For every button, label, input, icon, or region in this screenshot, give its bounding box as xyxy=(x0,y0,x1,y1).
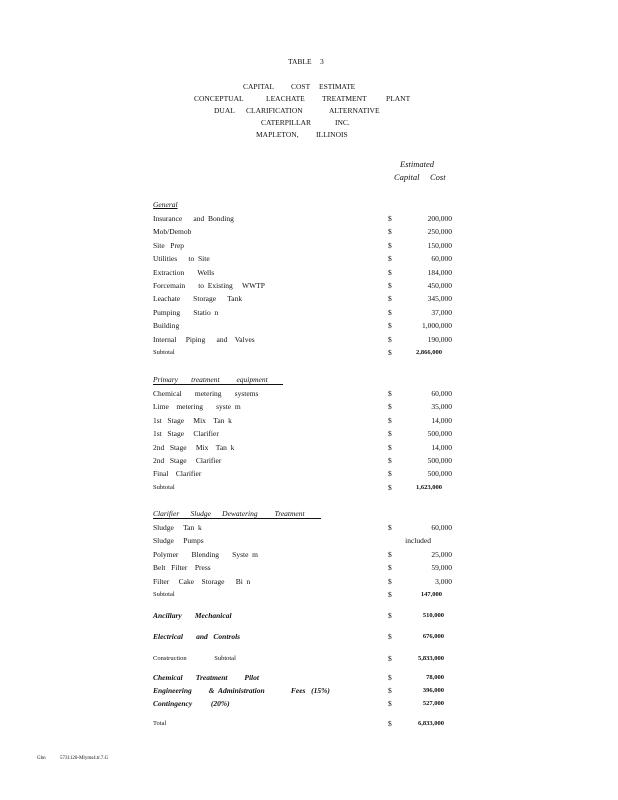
currency-symbol: $ xyxy=(388,348,392,357)
currency-symbol: $ xyxy=(388,686,392,695)
line-item-label: Belt Filter Press xyxy=(153,563,211,573)
line-item-amount: 60,000 xyxy=(431,389,452,398)
currency-symbol: $ xyxy=(388,254,392,264)
title-table-number: 3 xyxy=(320,57,324,66)
line-item-label: Filter Cake Storage Bi n xyxy=(153,576,251,586)
line-item-label: 2nd Stage Mix Tan k xyxy=(153,442,235,452)
title-word: CAPITAL xyxy=(243,82,275,91)
currency-symbol: $ xyxy=(388,442,392,452)
ancillary-label: Ancillary Mechanical xyxy=(153,611,232,620)
currency-symbol: $ xyxy=(388,214,392,223)
construction-subtotal-amount: 5,833,000 xyxy=(418,655,444,662)
title-word: ILLINOIS xyxy=(316,130,348,139)
electrical-label: Electrical and Controls xyxy=(153,632,241,641)
title-word: INC. xyxy=(335,118,350,127)
currency-symbol: $ xyxy=(388,334,392,344)
title-word: DUAL xyxy=(214,106,235,115)
line-item-label: Forcemain to Existing WWTP xyxy=(153,281,265,290)
title-word: MAPLETON, xyxy=(256,130,299,139)
line-item-label: Utilities to Site xyxy=(153,254,210,264)
title-word: ESTIMATE xyxy=(319,82,356,91)
contingency-amount: 527,000 xyxy=(422,700,444,707)
total-label: Total xyxy=(153,720,167,727)
pilot-amount: 78,000 xyxy=(426,674,444,681)
currency-symbol: $ xyxy=(388,483,392,492)
currency-symbol: $ xyxy=(388,429,392,439)
line-item-amount: 35,000 xyxy=(431,402,452,412)
title-word: LEACHATE xyxy=(266,94,305,103)
currency-symbol: $ xyxy=(388,719,392,728)
line-item-label: Chemical metering systems xyxy=(153,389,259,398)
line-item-label: 1st Stage Clarifier xyxy=(153,429,219,439)
column-header-line1: Estimated xyxy=(400,159,434,169)
line-item-amount: 60,000 xyxy=(431,523,452,532)
section-heading: Clarifier Sludge Dewatering Treatment xyxy=(153,509,305,518)
currency-symbol: $ xyxy=(388,590,392,599)
line-item-label: Final Clarifier xyxy=(153,469,202,479)
line-item-label: Sludge Pumps xyxy=(153,536,204,546)
line-item-amount: included xyxy=(405,536,431,546)
currency-symbol: $ xyxy=(388,267,392,277)
line-item-label: Pumping Statio n xyxy=(153,307,219,317)
subtotal-label: Subtotal xyxy=(153,484,175,491)
line-item-amount: 345,000 xyxy=(427,294,452,304)
currency-symbol: $ xyxy=(388,654,392,663)
contingency-label: Contingency (20%) xyxy=(153,699,230,708)
line-item-amount: 14,000 xyxy=(431,442,452,452)
title-table: TABLE xyxy=(288,57,312,66)
currency-symbol: $ xyxy=(388,227,392,237)
engineering-label: Engineering & Administration Fees (15%) xyxy=(153,686,330,695)
line-item-label: Internal Piping and Valves xyxy=(153,334,255,344)
line-item-amount: 37,000 xyxy=(431,307,452,317)
line-item-amount: 250,000 xyxy=(427,227,452,237)
line-item-amount: 184,000 xyxy=(427,267,452,277)
line-item-amount: 3,000 xyxy=(435,576,452,586)
line-item-amount: 200,000 xyxy=(427,214,452,223)
line-item-label: Sludge Tan k xyxy=(153,523,202,532)
title-word: TREATMENT xyxy=(322,94,367,103)
subtotal-amount: 1,623,000 xyxy=(416,484,442,491)
footer-left: Gbn xyxy=(37,756,46,761)
line-item-label: Insurance and Bonding xyxy=(153,214,234,223)
currency-symbol: $ xyxy=(388,321,392,331)
subtotal-label: Subtotal xyxy=(153,349,175,356)
line-item-label: Site Prep xyxy=(153,240,185,250)
line-item-amount: 190,000 xyxy=(427,334,452,344)
line-item-amount: 450,000 xyxy=(427,281,452,290)
currency-symbol: $ xyxy=(388,402,392,412)
currency-symbol: $ xyxy=(388,673,392,682)
title-word: COST xyxy=(291,82,311,91)
currency-symbol: $ xyxy=(388,281,392,290)
section-heading: Primary treatment equipment xyxy=(153,375,268,384)
line-item-label: Lime metering syste m xyxy=(153,402,241,412)
line-item-amount: 1,000,000 xyxy=(422,321,452,331)
column-header-cost: Cost xyxy=(430,172,446,182)
line-item-label: Building xyxy=(153,321,180,331)
currency-symbol: $ xyxy=(388,469,392,479)
line-item-amount: 59,000 xyxy=(431,563,452,573)
line-item-amount: 60,000 xyxy=(431,254,452,264)
currency-symbol: $ xyxy=(388,699,392,708)
currency-symbol: $ xyxy=(388,563,392,573)
subtotal-amount: 147,000 xyxy=(420,591,442,598)
engineering-amount: 396,000 xyxy=(422,687,444,694)
currency-symbol: $ xyxy=(388,307,392,317)
pilot-label: Chemical Treatment Pilot xyxy=(153,673,259,682)
line-item-label: Extraction Wells xyxy=(153,267,215,277)
line-item-amount: 500,000 xyxy=(427,456,452,465)
line-item-amount: 500,000 xyxy=(427,429,452,439)
currency-symbol: $ xyxy=(388,389,392,398)
currency-symbol: $ xyxy=(388,240,392,250)
currency-symbol: $ xyxy=(388,523,392,532)
column-header-capital: Capital xyxy=(394,172,420,182)
line-item-amount: 14,000 xyxy=(431,415,452,425)
currency-symbol: $ xyxy=(388,415,392,425)
ancillary-amount: 510,000 xyxy=(422,612,444,619)
title-word: ALTERNATIVE xyxy=(329,106,380,115)
currency-symbol: $ xyxy=(388,611,392,620)
footer-file-ref: 5731120-Mlyms4.tr.7.G xyxy=(60,756,109,761)
line-item-amount: 500,000 xyxy=(427,469,452,479)
title-word: CONCEPTUAL xyxy=(194,94,244,103)
currency-symbol: $ xyxy=(388,632,392,641)
subtotal-amount: 2,866,000 xyxy=(416,349,442,356)
section-heading: General xyxy=(153,200,178,209)
title-word: CLARIFICATION xyxy=(246,106,303,115)
currency-symbol: $ xyxy=(388,549,392,559)
total-amount: 6,833,000 xyxy=(418,720,444,727)
currency-symbol: $ xyxy=(388,456,392,465)
line-item-label: Leachate Storage Tank xyxy=(153,294,243,304)
title-word: PLANT xyxy=(386,94,411,103)
line-item-label: Mob/Demob xyxy=(153,227,192,237)
currency-symbol: $ xyxy=(388,294,392,304)
line-item-amount: 150,000 xyxy=(427,240,452,250)
currency-symbol: $ xyxy=(388,576,392,586)
line-item-amount: 25,000 xyxy=(431,549,452,559)
construction-subtotal-label: Construction Subtotal xyxy=(153,655,236,662)
heading-underline xyxy=(153,518,321,519)
electrical-amount: 676,000 xyxy=(422,633,444,640)
heading-underline xyxy=(153,384,283,385)
line-item-label: Polymer Blending Syste m xyxy=(153,549,258,559)
line-item-label: 1st Stage Mix Tan k xyxy=(153,415,232,425)
subtotal-label: Subtotal xyxy=(153,591,175,598)
title-word: CATERPILLAR xyxy=(261,118,312,127)
line-item-label: 2nd Stage Clarifier xyxy=(153,456,222,465)
